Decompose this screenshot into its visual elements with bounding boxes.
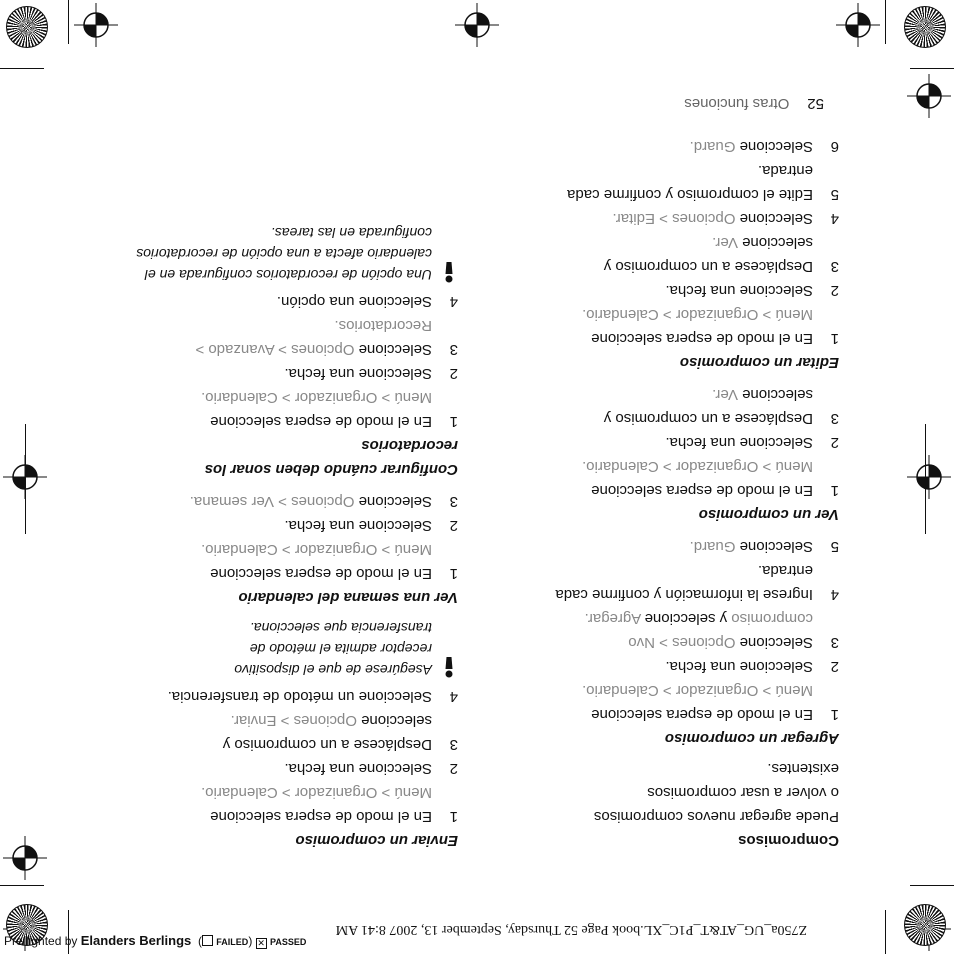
rosette-icon <box>6 6 48 48</box>
preflight-company: Elanders Berlings <box>80 933 192 948</box>
preflight-stamp: Preflighted by Elanders Berlings ( FAILED) ✕ PASSED <box>4 933 307 948</box>
step-item: 1 En el modo de espera seleccione Menú > Organizador > Calendario. <box>582 682 839 723</box>
intro-text: Puede agregar nuevos compromisos o volver a usar compromisos existentes. <box>593 760 839 825</box>
exclamation-note-icon <box>444 261 454 283</box>
step-item: 5 Edite el compromiso y confirme cada entrada. <box>567 162 839 203</box>
right-column <box>118 218 458 852</box>
heading-send: Enviar un compromiso <box>295 832 458 849</box>
crop-mark <box>68 0 69 44</box>
step-item: 3 Seleccione Opciones > Ver semana. <box>189 493 458 510</box>
step-item: 2 Seleccione una fecha. <box>665 658 839 675</box>
passed-checkbox-icon: ✕ <box>257 938 265 948</box>
step-item: 2 Seleccione una fecha. <box>665 434 839 451</box>
step-item: 1 En el modo de espera seleccione Menú > Organizador > Calendario. <box>201 784 458 825</box>
crop-mark <box>0 68 44 69</box>
step-item: 2 Seleccione una fecha. <box>284 760 458 777</box>
failed-checkbox-icon <box>202 935 213 946</box>
crop-mark <box>910 68 954 69</box>
step-item: 1 En el modo de espera seleccione Menú > Organizador > Calendario. <box>201 389 458 430</box>
registration-mark-icon <box>907 74 951 118</box>
heading-week: Ver una semana del calendario <box>238 589 458 606</box>
rosette-icon <box>904 6 946 48</box>
heading-reminders: Configurar cuándo deben sonar los recordatorios <box>204 437 458 478</box>
left-column <box>539 134 839 852</box>
step-item: 2 Seleccione una fecha. <box>284 517 458 534</box>
crop-mark <box>885 0 886 44</box>
step-item: 1 En el modo de espera seleccione Menú > Organizador > Calendario. <box>201 541 458 582</box>
crop-mark <box>910 885 954 886</box>
heading-add: Agregar un compromiso <box>664 730 839 747</box>
note: Una opción de recordatorios configurada en el calendario afecta a una opción de recordatorios configurada en las tareas. <box>112 222 458 285</box>
step-item: 3 Desplácese a un compromiso y seleccione Ver. <box>603 234 839 275</box>
step-item: 3 Desplácese a un compromiso y seleccione Ver. <box>603 386 839 427</box>
registration-mark-icon <box>836 3 880 47</box>
step-item: 3 Desplácese a un compromiso y seleccione Opciones > Enviar. <box>222 712 458 753</box>
step-item: 4 Seleccione Opciones > Editar. <box>612 210 839 227</box>
step-item: 1 En el modo de espera seleccione Menú > Organizador > Calendario. <box>582 458 839 499</box>
registration-mark-icon <box>74 3 118 47</box>
registration-mark-icon <box>907 455 951 499</box>
page-footer <box>684 95 824 112</box>
page-number: 52 <box>807 95 824 112</box>
registration-mark-icon <box>3 455 47 499</box>
step-item: 3 Seleccione Opciones > Avanzado > Recordatorios. <box>195 317 458 358</box>
slug-line: Z750a_UG_AT&T_P1C_XL.book Page 52 Thursday, September 13, 2007 8:41 AM <box>335 922 807 937</box>
step-item: 5 Seleccione Guard. <box>689 538 839 555</box>
crop-mark <box>0 885 44 886</box>
step-item: 4 Ingrese la información y confirme cada entrada. <box>555 562 839 603</box>
section-title: Compromisos <box>738 832 839 849</box>
step-item: 2 Seleccione una fecha. <box>665 282 839 299</box>
heading-edit: Editar un compromiso <box>679 354 839 371</box>
heading-view: Ver un compromiso <box>698 506 839 523</box>
step-item: 3 Seleccione Opciones > Nvo compromiso y seleccione Agregar. <box>584 610 839 651</box>
step-item: 6 Seleccione Guard. <box>689 138 839 155</box>
footer-section: Otras funciones <box>684 95 790 112</box>
step-item: 4 Seleccione una opción. <box>276 293 458 310</box>
step-item: 2 Seleccione una fecha. <box>284 365 458 382</box>
step-item: 1 En el modo de espera seleccione Menú > Organizador > Calendario. <box>582 306 839 347</box>
registration-mark-icon <box>3 836 47 880</box>
registration-mark-icon <box>455 3 499 47</box>
crop-mark <box>885 910 886 954</box>
step-item: 4 Seleccione un método de transferencia. <box>167 688 458 705</box>
rosette-icon <box>904 904 946 946</box>
exclamation-note-icon <box>444 656 454 678</box>
note: Asegúrese de que el dispositivo receptor admita el método de transferencia que selecciona. <box>182 617 458 680</box>
